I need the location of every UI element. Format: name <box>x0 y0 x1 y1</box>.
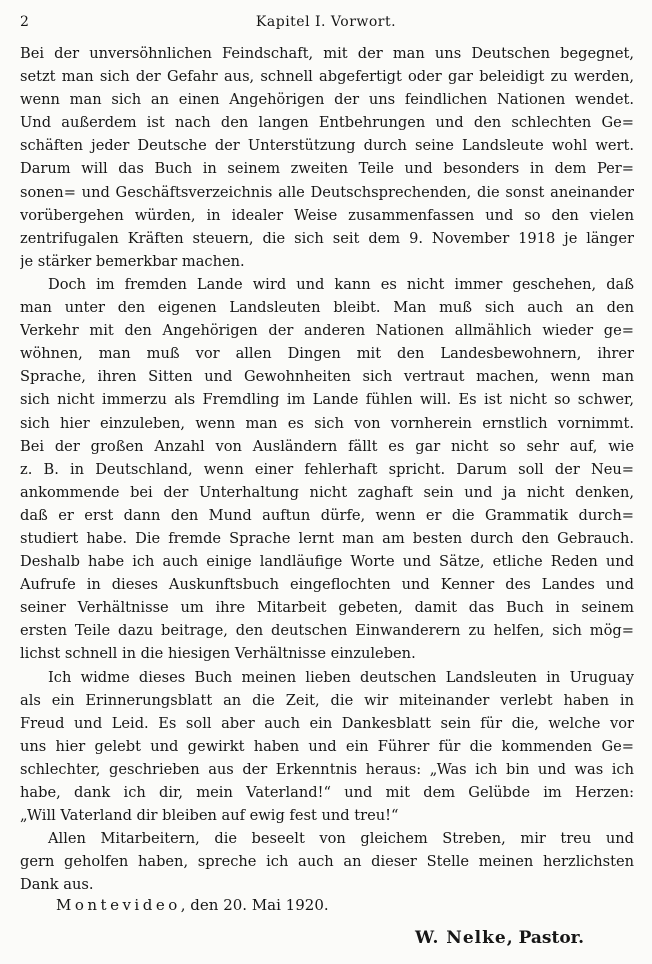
body-text <box>20 42 634 896</box>
text-line: habe, dank ich dir, mein Vaterland!“ und mit dem Gelübde im Herzen: <box>20 784 634 801</box>
text-line: gern geholfen haben, spreche ich auch an dieser Stelle meinen herzlichsten <box>20 853 634 871</box>
text-line: wöhnen, man muß vor allen Dingen mit den Landesbewohnern, ihrer <box>20 345 634 363</box>
dateline-place: Montevideo <box>56 896 181 914</box>
paragraph <box>20 42 634 273</box>
text-line: sich hier einzuleben, wenn man es sich von vornherein ernstlich vornimmt. <box>20 414 634 432</box>
text-line: schäften jeder Deutsche der Unterstützung durch seine Landsleute wohl wert. <box>20 137 634 155</box>
text-line: Verkehr mit den Angehörigen der anderen Nationen allmählich wieder ge= <box>20 322 634 340</box>
text-line: „Will Vaterland dir bleiben auf ewig fest und treu!“ <box>20 807 399 825</box>
text-line: Und außerdem ist nach den langen Entbehrungen und den schlechten Ge= <box>20 114 634 132</box>
signature <box>415 928 584 948</box>
page-header <box>20 14 632 34</box>
signature-name: W. Nelke <box>415 928 507 948</box>
text-line: studiert habe. Die fremde Sprache lernt man am besten durch den Gebrauch. <box>20 529 634 547</box>
text-line: Bei der unversöhnlichen Feindschaft, mit der man uns Deutschen begegnet, <box>20 45 634 62</box>
text-line: zentrifugalen Kräften steuern, die sich seit dem 9. November 1918 je länger <box>20 229 634 247</box>
text-line: Darum will das Buch in seinem zweiten Teile und besonders in dem Per= <box>20 160 634 178</box>
text-line: man unter den eigenen Landsleuten bleibt. Man muß sich auch an den <box>20 299 634 317</box>
text-line: z. B. in Deutschland, wenn einer fehlerhaft spricht. Darum soll der Neu= <box>20 460 634 478</box>
text-line: Freud und Leid. Es soll aber auch ein Dankesblatt sein für die, welche vor <box>20 714 634 732</box>
signature-title: , Pastor. <box>506 928 584 948</box>
text-line: wenn man sich an einen Angehörigen der uns feindlichen Nationen wendet. <box>20 91 634 109</box>
text-line: Allen Mitarbeitern, die beseelt von gleichem Streben, mir treu und <box>48 830 634 848</box>
dateline-date: , den 20. Mai 1920. <box>180 896 329 914</box>
dateline <box>56 896 329 914</box>
paragraph <box>20 827 634 896</box>
running-head: Kapitel I. Vorwort. <box>255 14 397 30</box>
text-line: Aufrufe in dieses Auskunftsbuch eingeflochten und Kenner des Landes und <box>20 576 634 594</box>
text-line: lichst schnell in die hiesigen Verhältnisse einzuleben. <box>20 645 416 663</box>
text-line: schlechter, geschrieben aus der Erkenntnis heraus: „Was ich bin und was ich <box>20 760 634 778</box>
text-line: uns hier gelebt und gewirkt haben und ein Führer für die kommenden Ge= <box>20 737 634 755</box>
text-line: als ein Erinnerungsblatt an die Zeit, die wir miteinander verlebt haben in <box>20 691 634 709</box>
text-line: ankommende bei der Unterhaltung nicht zaghaft sein und ja nicht denken, <box>20 483 634 501</box>
text-line: Deshalb habe ich auch einige landläufige Worte und Sätze, etliche Reden und <box>20 553 634 571</box>
text-line: ersten Teile dazu beitrage, den deutschen Einwanderern zu helfen, sich mög= <box>20 622 634 640</box>
text-line: Ich widme dieses Buch meinen lieben deutschen Landsleuten in Uruguay <box>48 668 634 686</box>
text-line: vorübergehen würden, in idealer Weise zusammenfassen und so den vielen <box>20 206 634 224</box>
text-line: daß er erst dann den Mund auftun dürfe, wenn er die Grammatik durch= <box>20 506 634 524</box>
text-line: seiner Verhältnisse um ihre Mitarbeit gebeten, damit das Buch in seinem <box>20 599 634 617</box>
paragraph <box>20 273 634 666</box>
text-line: Doch im fremden Lande wird und kann es nicht immer geschehen, daß <box>48 275 634 293</box>
text-line: setzt man sich der Gefahr aus, schnell abgefertigt oder gar beleidigt zu werden, <box>20 68 634 86</box>
text-line: Bei der großen Anzahl von Ausländern fällt es gar nicht so sehr auf, wie <box>20 437 634 455</box>
text-line: sonen= und Geschäftsverzeichnis alle Deutschsprechenden, die sonst aneinander <box>20 183 634 201</box>
text-line: Dank aus. <box>20 876 94 894</box>
text-line: sich nicht immerzu als Fremdling im Lande fühlen will. Es ist nicht so schwer, <box>20 391 634 409</box>
text-line: je stärker bemerkbar machen. <box>20 252 245 270</box>
paragraph <box>20 666 634 828</box>
text-line: Sprache, ihren Sitten und Gewohnheiten sich vertraut machen, wenn man <box>20 368 634 386</box>
page-number: 2 <box>20 14 29 30</box>
